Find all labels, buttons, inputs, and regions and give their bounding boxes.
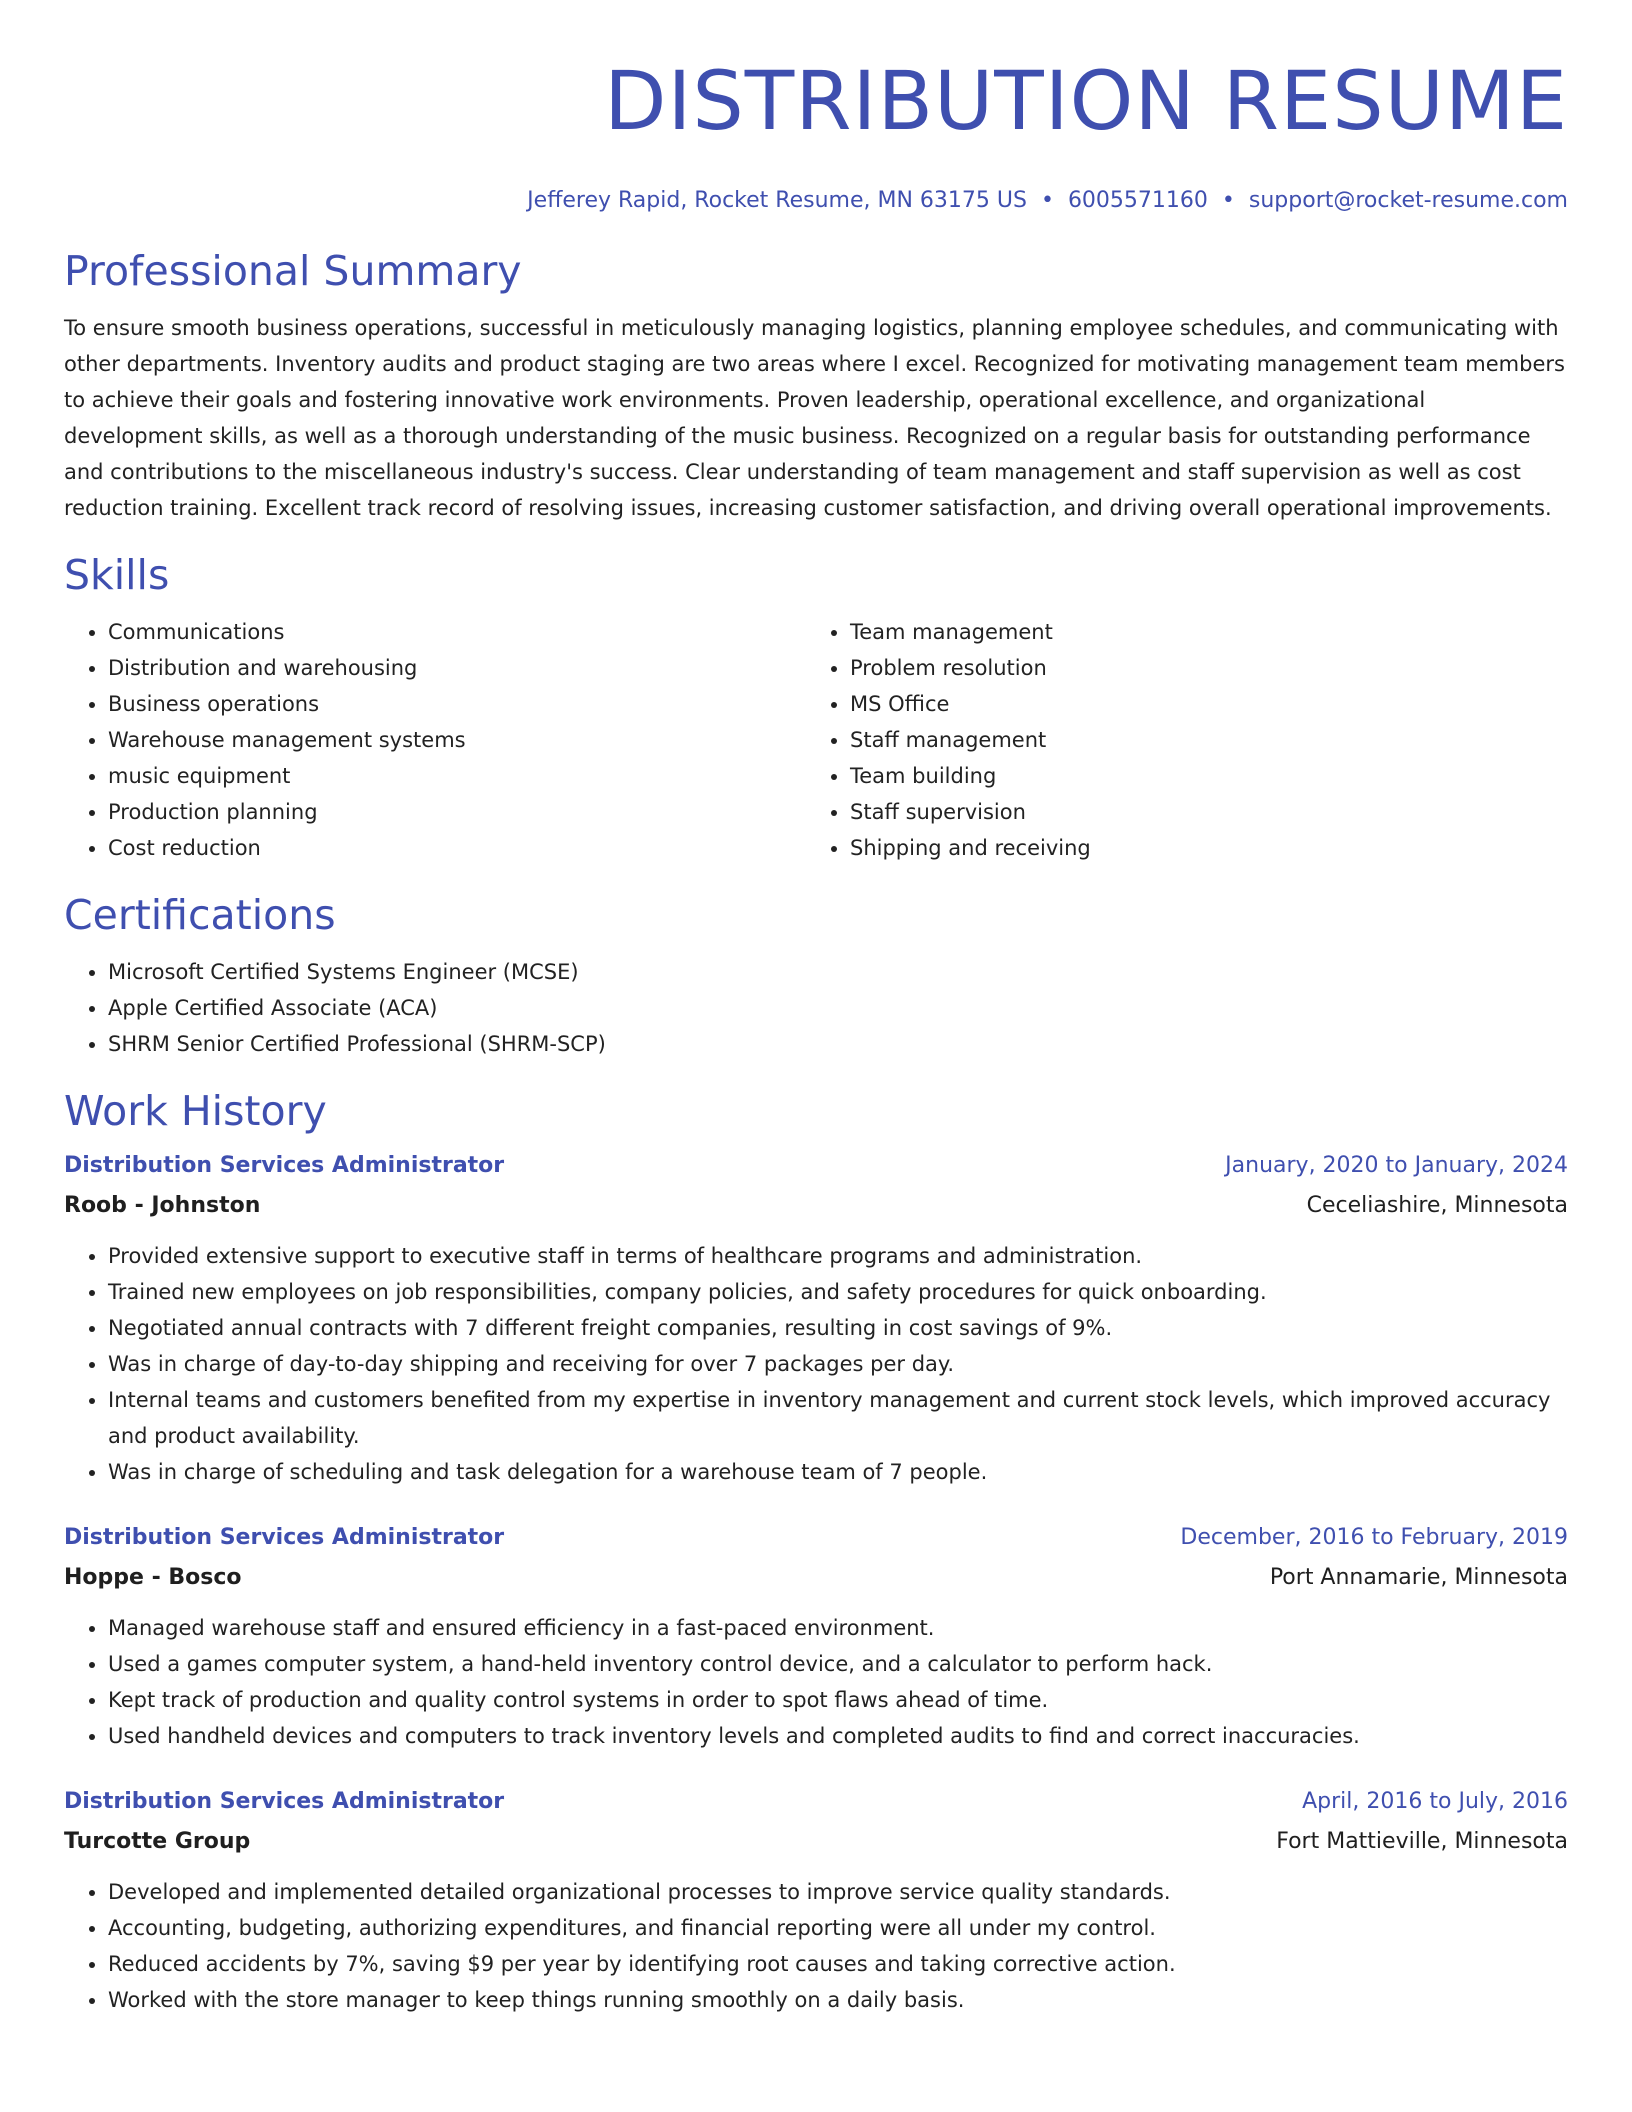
resume-header — [64, 0, 1568, 216]
skills-heading: Skills — [64, 551, 170, 599]
skill-item: • Team management — [850, 614, 1568, 650]
skill-item: • Team building — [850, 758, 1568, 794]
job-duty-item: • Developed and implemented detailed organizational processes to improve service quality standards. — [108, 1874, 1568, 1910]
job-entry — [64, 1520, 1568, 1754]
skill-item: • Shipping and receiving — [850, 830, 1568, 866]
job-duty-item: • Accounting, budgeting, authorizing expenditures, and financial reporting were all under my control. — [108, 1910, 1568, 1946]
certifications-heading: Certifications — [64, 891, 336, 939]
job-duty-item: • Provided extensive support to executive staff in terms of healthcare programs and administration. — [108, 1238, 1568, 1274]
skill-item: • Warehouse management systems — [108, 722, 806, 758]
certification-item: • SHRM Senior Certified Professional (SHRM-SCP) — [108, 1026, 1568, 1062]
contact-address: Jefferey Rapid, Rocket Resume, MN 63175 US — [527, 188, 1027, 213]
skill-item: • MS Office — [850, 686, 1568, 722]
skills-list-left — [64, 614, 806, 866]
job-duties-list — [64, 1238, 1568, 1490]
skill-item: • Problem resolution — [850, 650, 1568, 686]
job-company-row — [64, 1184, 1568, 1224]
skills-grid — [64, 614, 1568, 866]
resume-title: DISTRIBUTION RESUME — [604, 55, 1568, 149]
skill-item: • Production planning — [108, 794, 806, 830]
job-dates: April, 2016 to July, 2016 — [1302, 1789, 1568, 1814]
job-dates: January, 2020 to January, 2024 — [1225, 1153, 1568, 1178]
work-history-list — [64, 1148, 1568, 2018]
job-title: Distribution Services Administrator — [64, 1525, 505, 1550]
skill-item: • music equipment — [108, 758, 806, 794]
work-history-heading: Work History — [64, 1087, 327, 1135]
job-company: Turcotte Group — [64, 1829, 251, 1854]
certification-item: • Microsoft Certified Systems Engineer (MCSE) — [108, 954, 1568, 990]
job-duty-item: • Negotiated annual contracts with 7 different freight companies, resulting in cost savings of 9%. — [108, 1310, 1568, 1346]
job-location: Fort Mattieville, Minnesota — [1276, 1829, 1568, 1854]
job-company: Hoppe - Bosco — [64, 1565, 242, 1590]
certifications-list — [64, 954, 1568, 1062]
skill-item: • Cost reduction — [108, 830, 806, 866]
skill-item: • Staff management — [850, 722, 1568, 758]
job-duty-item: • Managed warehouse staff and ensured efficiency in a fast-paced environment. — [108, 1610, 1568, 1646]
job-duties-list — [64, 1610, 1568, 1754]
certification-item: • Apple Certified Associate (ACA) — [108, 990, 1568, 1026]
job-company: Roob - Johnston — [64, 1193, 261, 1218]
contact-separator: • — [1221, 188, 1235, 213]
skill-item: • Staff supervision — [850, 794, 1568, 830]
job-location: Port Annamarie, Minnesota — [1269, 1565, 1568, 1590]
summary-heading: Professional Summary — [64, 247, 522, 295]
skills-list-right — [806, 614, 1568, 866]
job-duty-item: • Internal teams and customers benefited from my expertise in inventory management and current stock levels, which improved accuracy and product availability. — [108, 1382, 1568, 1454]
contact-line — [64, 186, 1568, 216]
job-duty-item: • Was in charge of scheduling and task delegation for a warehouse team of 7 people. — [108, 1454, 1568, 1490]
job-location: Ceceliashire, Minnesota — [1306, 1193, 1568, 1218]
contact-separator: • — [1040, 188, 1054, 213]
job-company-row — [64, 1556, 1568, 1596]
job-duty-item: • Kept track of production and quality control systems in order to spot flaws ahead of time. — [108, 1682, 1568, 1718]
skill-item: • Business operations — [108, 686, 806, 722]
job-entry — [64, 1784, 1568, 2018]
job-duty-item: • Used a games computer system, a hand-held inventory control device, and a calculator to perform hack. — [108, 1646, 1568, 1682]
job-dates: December, 2016 to February, 2019 — [1180, 1525, 1568, 1550]
job-company-row — [64, 1820, 1568, 1860]
job-title: Distribution Services Administrator — [64, 1153, 505, 1178]
job-duty-item: • Trained new employees on job responsibilities, company policies, and safety procedures for quick onboarding. — [108, 1274, 1568, 1310]
job-duty-item: • Reduced accidents by 7%, saving $9 per year by identifying root causes and taking corrective action. — [108, 1946, 1568, 1982]
skill-item: • Communications — [108, 614, 806, 650]
job-entry — [64, 1148, 1568, 1490]
summary-text: To ensure smooth business operations, successful in meticulously managing logistics, planning employee schedules, and communicating with other departments. Inventory audits and product staging are two areas where I excel. Recognized for motivating management team members to achieve their goals and fostering innovative work environments. Proven leadership, operational excellence, and organizational development skills, as well as a thorough understanding of the music business. Recognized on a regular basis for outstanding performance and contributions to the miscellaneous industry's success. Clear understanding of team management and staff supervision as well as cost reduction training. Excellent track record of resolving issues, increasing customer satisfaction, and driving overall operational improvements. — [64, 316, 1565, 520]
job-header-row — [64, 1520, 1568, 1556]
job-duty-item: • Used handheld devices and computers to track inventory levels and completed audits to find and correct inaccuracies. — [108, 1718, 1568, 1754]
job-header-row — [64, 1784, 1568, 1820]
contact-email[interactable]: support@rocket-resume.com — [1248, 188, 1568, 213]
skill-item: • Distribution and warehousing — [108, 650, 806, 686]
job-header-row — [64, 1148, 1568, 1184]
contact-phone: 6005571160 — [1067, 188, 1208, 213]
job-duties-list — [64, 1874, 1568, 2018]
job-title: Distribution Services Administrator — [64, 1789, 505, 1814]
job-duty-item: • Worked with the store manager to keep things running smoothly on a daily basis. — [108, 1982, 1568, 2018]
job-duty-item: • Was in charge of day-to-day shipping and receiving for over 7 packages per day. — [108, 1346, 1568, 1382]
